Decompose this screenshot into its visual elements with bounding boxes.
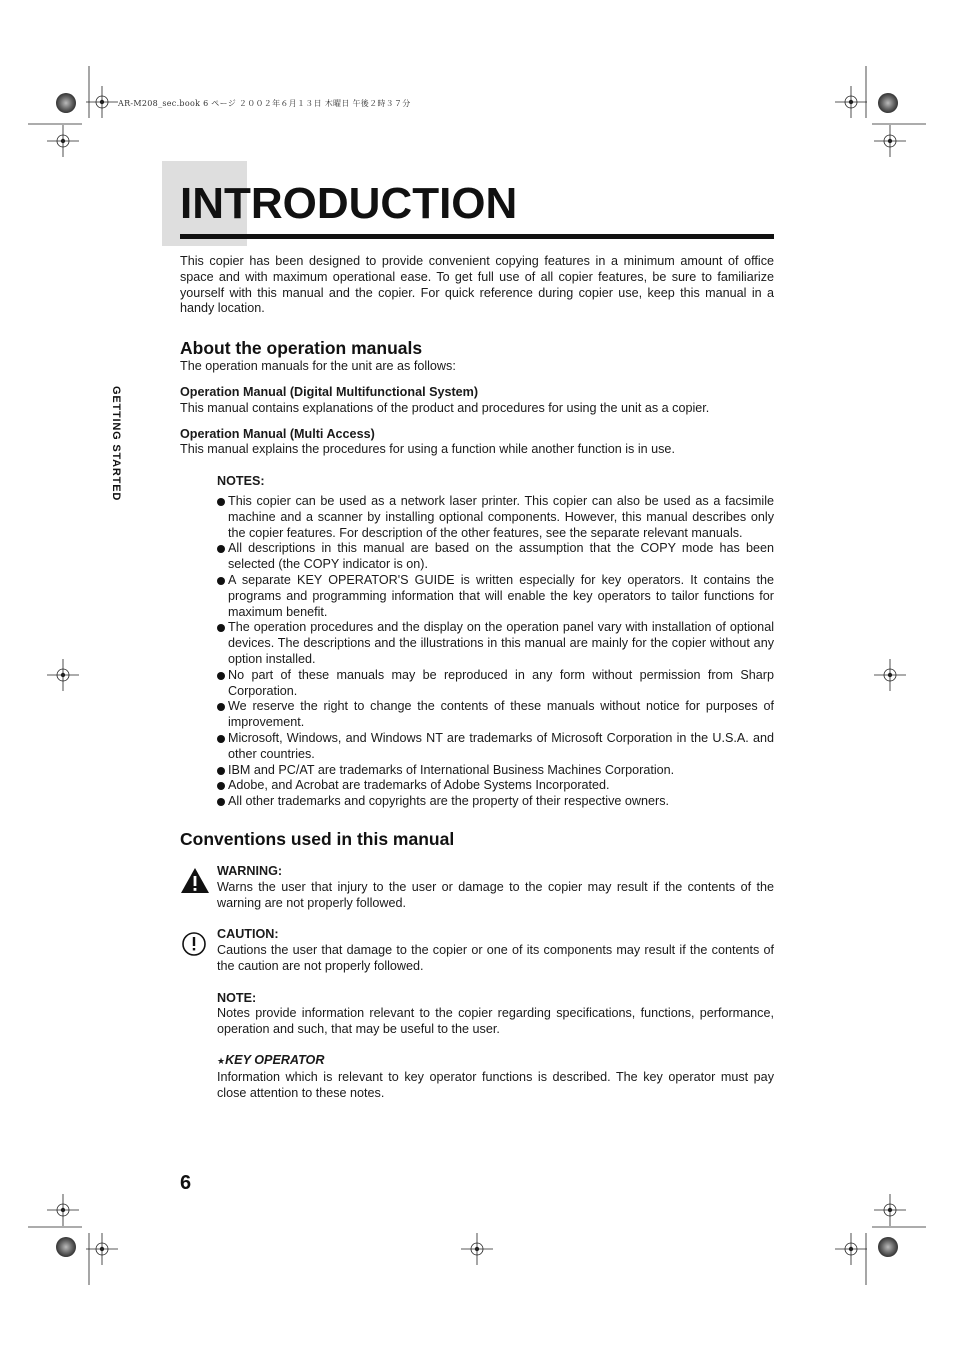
note-item: A separate KEY OPERATOR'S GUIDE is written especially for key operators. It contains the programs and programming information that will enable the key operators to tailor functions for maximum benefit. bbox=[217, 573, 774, 620]
manual-entry bbox=[180, 385, 774, 417]
notes-list bbox=[217, 494, 774, 810]
bullet-icon bbox=[217, 703, 225, 711]
note-item: All descriptions in this manual are based on the assumption that the COPY mode has been selected (the COPY indicator is on). bbox=[217, 541, 774, 573]
manual-entry bbox=[180, 427, 774, 459]
note-item: Microsoft, Windows, and Windows NT are trademarks of Microsoft Corporation in the U.S.A. and other countries. bbox=[217, 731, 774, 763]
bullet-icon bbox=[217, 624, 225, 632]
bullet-icon bbox=[217, 577, 225, 585]
bullet-icon bbox=[217, 545, 225, 553]
manual-desc: This manual explains the procedures for using a function while another function is in use. bbox=[180, 442, 675, 457]
note-item: The operation procedures and the display on the operation panel vary with installation of optional devices. The descriptions and the illustrations in this manual are mainly for the copier without any option installed. bbox=[217, 620, 774, 667]
caution-text: Cautions the user that damage to the copier or one of its components may result if the contents of the caution are not properly followed. bbox=[217, 943, 774, 973]
note-block bbox=[217, 991, 774, 1038]
manuals-lead: The operation manuals for the unit are as follows: bbox=[180, 359, 456, 374]
note-item: IBM and PC/AT are trademarks of International Business Machines Corporation. bbox=[217, 763, 774, 779]
title-rule bbox=[180, 234, 774, 239]
bullet-icon bbox=[217, 782, 225, 790]
star-icon: ★ bbox=[217, 1056, 226, 1067]
intro-paragraph: This copier has been designed to provide convenient copying features in a minimum amount of office space and with maximum operational ease. To get full use of all copier features, be sure to familiarize yourself with this manual and the copier. For quick reference during copier use, keep this manual in a handy location. bbox=[180, 254, 774, 316]
section-side-tab: GETTING STARTED bbox=[110, 386, 122, 502]
note-text: Notes provide information relevant to the copier regarding specifications, functions, performance, operation and such, that may be useful to the user. bbox=[217, 1006, 774, 1037]
bullet-icon bbox=[217, 735, 225, 743]
warning-label: WARNING: bbox=[217, 863, 283, 878]
key-operator-label: ★KEY OPERATOR bbox=[217, 1053, 325, 1068]
note-label: NOTE: bbox=[217, 990, 257, 1005]
page-title: INTRODUCTION bbox=[180, 179, 518, 228]
notes-label: NOTES: bbox=[217, 474, 265, 489]
manual-title: Operation Manual (Digital Multifunctional System) bbox=[180, 384, 479, 399]
note-item: No part of these manuals may be reproduced in any form without permission from Sharp Corporation. bbox=[217, 668, 774, 700]
key-operator-text: Information which is relevant to key operator functions is described. The key operator must pay close attention to these notes. bbox=[217, 1069, 774, 1100]
print-header-meta: AR-M208_sec.book 6 ページ ２００２年６月１３日 木曜日 午後２時３７分 bbox=[118, 99, 411, 108]
caution-circle-icon bbox=[180, 929, 210, 959]
heading-conventions: Conventions used in this manual bbox=[180, 828, 455, 849]
manual-desc: This manual contains explanations of the product and procedures for using the unit as a copier. bbox=[180, 400, 710, 415]
key-operator-block bbox=[217, 1053, 774, 1101]
note-item: We reserve the right to change the contents of these manuals without notice for purposes of improvement. bbox=[217, 699, 774, 731]
warning-triangle-icon bbox=[180, 866, 210, 896]
manual-title: Operation Manual (Multi Access) bbox=[180, 426, 375, 441]
caution-block bbox=[217, 927, 774, 974]
note-item: All other trademarks and copyrights are the property of their respective owners. bbox=[217, 794, 774, 810]
caution-label: CAUTION: bbox=[217, 927, 279, 942]
note-item: Adobe, and Acrobat are trademarks of Adobe Systems Incorporated. bbox=[217, 778, 774, 794]
note-item: This copier can be used as a network laser printer. This copier can also be used as a facsimile machine and a scanner by installing optional components. However, this manual describes only the copier features. For description of the other features, see the separate relevant manuals. bbox=[217, 494, 774, 541]
bullet-icon bbox=[217, 672, 225, 680]
main-content bbox=[180, 254, 774, 1101]
warning-text: Warns the user that injury to the user or damage to the copier may result if the contents of the warning are not properly followed. bbox=[217, 879, 774, 910]
bullet-icon bbox=[217, 798, 225, 806]
page-number: 6 bbox=[180, 1172, 192, 1194]
bullet-icon bbox=[217, 498, 225, 506]
heading-operation-manuals: About the operation manuals bbox=[180, 338, 423, 359]
warning-block bbox=[217, 864, 774, 911]
bullet-icon bbox=[217, 767, 225, 775]
